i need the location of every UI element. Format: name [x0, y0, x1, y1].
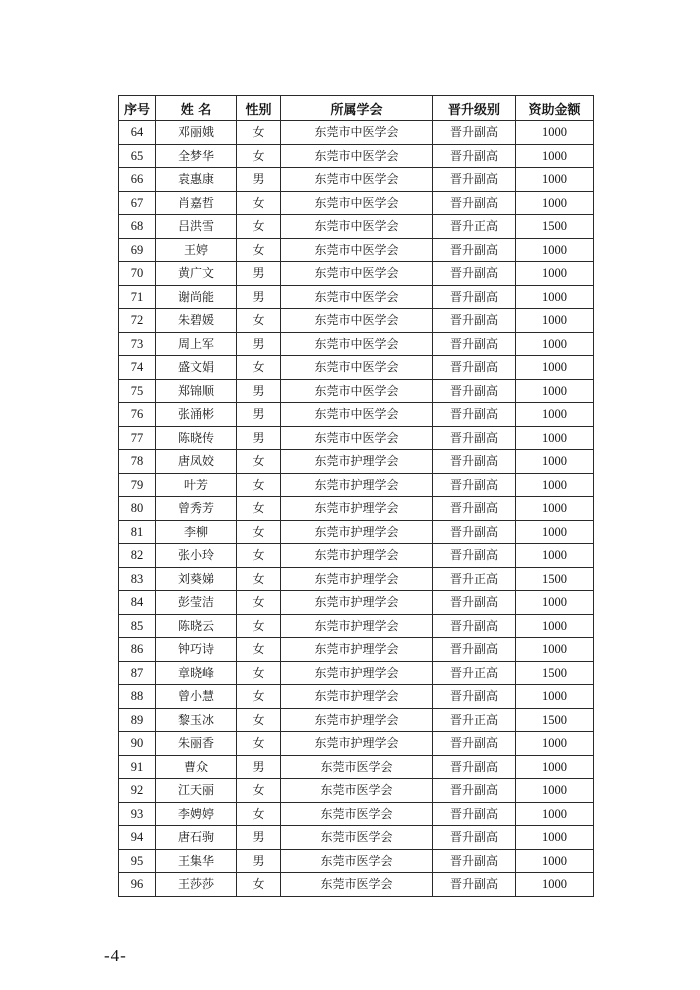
cell-amount: 1000	[516, 262, 594, 286]
cell-seq: 74	[119, 356, 156, 380]
cell-name: 陈晓传	[156, 426, 237, 450]
cell-level: 晋升副高	[433, 450, 516, 474]
cell-seq: 67	[119, 191, 156, 215]
cell-level: 晋升副高	[433, 520, 516, 544]
table-row	[119, 826, 594, 850]
cell-level: 晋升副高	[433, 497, 516, 521]
cell-name: 彭莹洁	[156, 591, 237, 615]
cell-society: 东莞市护理学会	[281, 614, 433, 638]
cell-society: 东莞市护理学会	[281, 544, 433, 568]
cell-seq: 82	[119, 544, 156, 568]
header-row	[119, 96, 594, 121]
cell-seq: 89	[119, 708, 156, 732]
cell-gender: 女	[237, 685, 281, 709]
cell-level: 晋升副高	[433, 544, 516, 568]
cell-name: 唐石驹	[156, 826, 237, 850]
table-row	[119, 755, 594, 779]
cell-amount: 1000	[516, 144, 594, 168]
cell-level: 晋升正高	[433, 708, 516, 732]
cell-level: 晋升副高	[433, 285, 516, 309]
cell-name: 钟巧诗	[156, 638, 237, 662]
cell-name: 谢尚能	[156, 285, 237, 309]
cell-gender: 男	[237, 379, 281, 403]
cell-gender: 女	[237, 121, 281, 145]
cell-gender: 女	[237, 450, 281, 474]
cell-society: 东莞市护理学会	[281, 497, 433, 521]
cell-gender: 男	[237, 168, 281, 192]
table-row	[119, 638, 594, 662]
cell-amount: 1000	[516, 826, 594, 850]
cell-seq: 76	[119, 403, 156, 427]
cell-name: 唐凤姣	[156, 450, 237, 474]
cell-amount: 1000	[516, 614, 594, 638]
table-row	[119, 215, 594, 239]
cell-seq: 85	[119, 614, 156, 638]
cell-society: 东莞市医学会	[281, 849, 433, 873]
header-seq: 序号	[119, 96, 156, 121]
table-row	[119, 873, 594, 897]
cell-level: 晋升正高	[433, 661, 516, 685]
cell-level: 晋升副高	[433, 309, 516, 333]
cell-amount: 1000	[516, 238, 594, 262]
cell-gender: 女	[237, 191, 281, 215]
table-row	[119, 544, 594, 568]
cell-gender: 女	[237, 544, 281, 568]
cell-seq: 84	[119, 591, 156, 615]
cell-society: 东莞市护理学会	[281, 567, 433, 591]
cell-seq: 65	[119, 144, 156, 168]
cell-seq: 96	[119, 873, 156, 897]
cell-seq: 86	[119, 638, 156, 662]
cell-gender: 女	[237, 567, 281, 591]
cell-seq: 72	[119, 309, 156, 333]
cell-level: 晋升正高	[433, 567, 516, 591]
cell-amount: 1000	[516, 121, 594, 145]
cell-society: 东莞市医学会	[281, 826, 433, 850]
cell-level: 晋升副高	[433, 638, 516, 662]
cell-amount: 1000	[516, 497, 594, 521]
table-row	[119, 849, 594, 873]
cell-seq: 70	[119, 262, 156, 286]
cell-seq: 92	[119, 779, 156, 803]
cell-seq: 66	[119, 168, 156, 192]
cell-level: 晋升副高	[433, 802, 516, 826]
cell-seq: 75	[119, 379, 156, 403]
cell-seq: 83	[119, 567, 156, 591]
cell-level: 晋升正高	[433, 215, 516, 239]
cell-gender: 女	[237, 497, 281, 521]
cell-gender: 男	[237, 826, 281, 850]
cell-amount: 1000	[516, 849, 594, 873]
cell-level: 晋升副高	[433, 168, 516, 192]
cell-society: 东莞市护理学会	[281, 638, 433, 662]
cell-society: 东莞市中医学会	[281, 356, 433, 380]
cell-level: 晋升副高	[433, 238, 516, 262]
cell-name: 朱碧媛	[156, 309, 237, 333]
cell-amount: 1000	[516, 332, 594, 356]
cell-name: 周上军	[156, 332, 237, 356]
cell-seq: 64	[119, 121, 156, 145]
cell-society: 东莞市护理学会	[281, 450, 433, 474]
cell-seq: 78	[119, 450, 156, 474]
cell-amount: 1000	[516, 356, 594, 380]
cell-seq: 73	[119, 332, 156, 356]
cell-level: 晋升副高	[433, 121, 516, 145]
cell-name: 张小玲	[156, 544, 237, 568]
cell-gender: 女	[237, 591, 281, 615]
cell-level: 晋升副高	[433, 426, 516, 450]
cell-amount: 1000	[516, 285, 594, 309]
cell-level: 晋升副高	[433, 144, 516, 168]
cell-amount: 1000	[516, 802, 594, 826]
table-row	[119, 779, 594, 803]
cell-society: 东莞市护理学会	[281, 685, 433, 709]
cell-seq: 88	[119, 685, 156, 709]
cell-society: 东莞市护理学会	[281, 473, 433, 497]
table-row	[119, 379, 594, 403]
table-row	[119, 685, 594, 709]
cell-seq: 68	[119, 215, 156, 239]
cell-level: 晋升副高	[433, 356, 516, 380]
table-row	[119, 732, 594, 756]
cell-gender: 男	[237, 755, 281, 779]
cell-society: 东莞市医学会	[281, 802, 433, 826]
cell-gender: 男	[237, 285, 281, 309]
cell-gender: 男	[237, 849, 281, 873]
cell-gender: 女	[237, 802, 281, 826]
cell-amount: 1000	[516, 544, 594, 568]
table-row	[119, 614, 594, 638]
table-row	[119, 567, 594, 591]
cell-society: 东莞市护理学会	[281, 732, 433, 756]
cell-society: 东莞市中医学会	[281, 191, 433, 215]
cell-amount: 1000	[516, 520, 594, 544]
cell-level: 晋升副高	[433, 403, 516, 427]
cell-name: 曾小慧	[156, 685, 237, 709]
cell-society: 东莞市中医学会	[281, 426, 433, 450]
table-row	[119, 356, 594, 380]
cell-gender: 女	[237, 520, 281, 544]
cell-amount: 1000	[516, 426, 594, 450]
cell-level: 晋升副高	[433, 191, 516, 215]
cell-name: 陈晓云	[156, 614, 237, 638]
cell-amount: 1000	[516, 450, 594, 474]
cell-amount: 1000	[516, 638, 594, 662]
cell-gender: 女	[237, 873, 281, 897]
cell-gender: 女	[237, 708, 281, 732]
table-row	[119, 285, 594, 309]
cell-seq: 95	[119, 849, 156, 873]
cell-name: 李娉婷	[156, 802, 237, 826]
cell-name: 叶芳	[156, 473, 237, 497]
cell-gender: 男	[237, 332, 281, 356]
cell-name: 李柳	[156, 520, 237, 544]
header-level: 晋升级别	[433, 96, 516, 121]
cell-society: 东莞市中医学会	[281, 215, 433, 239]
cell-amount: 1500	[516, 708, 594, 732]
cell-society: 东莞市中医学会	[281, 121, 433, 145]
cell-society: 东莞市中医学会	[281, 144, 433, 168]
cell-gender: 男	[237, 403, 281, 427]
cell-amount: 1000	[516, 591, 594, 615]
header-society: 所属学会	[281, 96, 433, 121]
cell-society: 东莞市中医学会	[281, 285, 433, 309]
cell-seq: 69	[119, 238, 156, 262]
cell-seq: 94	[119, 826, 156, 850]
cell-name: 朱丽香	[156, 732, 237, 756]
cell-society: 东莞市医学会	[281, 873, 433, 897]
cell-level: 晋升副高	[433, 873, 516, 897]
cell-level: 晋升副高	[433, 591, 516, 615]
cell-level: 晋升副高	[433, 614, 516, 638]
cell-level: 晋升副高	[433, 849, 516, 873]
cell-name: 吕洪雪	[156, 215, 237, 239]
cell-gender: 女	[237, 779, 281, 803]
cell-society: 东莞市中医学会	[281, 168, 433, 192]
cell-name: 肖嘉哲	[156, 191, 237, 215]
cell-name: 黎玉冰	[156, 708, 237, 732]
cell-gender: 女	[237, 732, 281, 756]
table-row	[119, 262, 594, 286]
cell-level: 晋升副高	[433, 379, 516, 403]
cell-name: 袁惠康	[156, 168, 237, 192]
cell-amount: 1000	[516, 168, 594, 192]
cell-name: 刘葵娣	[156, 567, 237, 591]
table-row	[119, 661, 594, 685]
cell-gender: 女	[237, 309, 281, 333]
cell-amount: 1000	[516, 309, 594, 333]
cell-seq: 93	[119, 802, 156, 826]
cell-name: 张涌彬	[156, 403, 237, 427]
cell-seq: 77	[119, 426, 156, 450]
cell-name: 章晓峰	[156, 661, 237, 685]
cell-amount: 1000	[516, 473, 594, 497]
cell-amount: 1000	[516, 732, 594, 756]
cell-seq: 81	[119, 520, 156, 544]
cell-level: 晋升副高	[433, 685, 516, 709]
cell-gender: 女	[237, 614, 281, 638]
cell-name: 王莎莎	[156, 873, 237, 897]
table-row	[119, 520, 594, 544]
cell-name: 曾秀芳	[156, 497, 237, 521]
cell-seq: 79	[119, 473, 156, 497]
cell-level: 晋升副高	[433, 826, 516, 850]
cell-gender: 女	[237, 356, 281, 380]
cell-gender: 女	[237, 238, 281, 262]
cell-level: 晋升副高	[433, 732, 516, 756]
cell-amount: 1000	[516, 755, 594, 779]
table-row	[119, 450, 594, 474]
cell-gender: 女	[237, 215, 281, 239]
header-gender: 性别	[237, 96, 281, 121]
cell-seq: 90	[119, 732, 156, 756]
table-row	[119, 238, 594, 262]
cell-amount: 1000	[516, 779, 594, 803]
table-row	[119, 426, 594, 450]
cell-amount: 1000	[516, 403, 594, 427]
cell-level: 晋升副高	[433, 473, 516, 497]
cell-gender: 男	[237, 262, 281, 286]
cell-society: 东莞市医学会	[281, 779, 433, 803]
cell-amount: 1500	[516, 215, 594, 239]
header-amount: 资助金额	[516, 96, 594, 121]
cell-society: 东莞市中医学会	[281, 403, 433, 427]
cell-name: 曹众	[156, 755, 237, 779]
cell-society: 东莞市医学会	[281, 755, 433, 779]
table-row	[119, 309, 594, 333]
cell-seq: 87	[119, 661, 156, 685]
cell-amount: 1000	[516, 379, 594, 403]
cell-gender: 女	[237, 144, 281, 168]
cell-name: 全梦华	[156, 144, 237, 168]
cell-amount: 1000	[516, 873, 594, 897]
cell-society: 东莞市中医学会	[281, 332, 433, 356]
cell-seq: 71	[119, 285, 156, 309]
cell-gender: 女	[237, 473, 281, 497]
cell-society: 东莞市中医学会	[281, 379, 433, 403]
cell-gender: 女	[237, 638, 281, 662]
page-number: -4-	[104, 946, 127, 965]
cell-name: 江天丽	[156, 779, 237, 803]
table-row	[119, 144, 594, 168]
table-row	[119, 802, 594, 826]
cell-name: 黄广文	[156, 262, 237, 286]
cell-level: 晋升副高	[433, 332, 516, 356]
cell-amount: 1000	[516, 191, 594, 215]
cell-level: 晋升副高	[433, 779, 516, 803]
cell-society: 东莞市护理学会	[281, 708, 433, 732]
cell-name: 郑锦顺	[156, 379, 237, 403]
table-row	[119, 473, 594, 497]
cell-seq: 91	[119, 755, 156, 779]
cell-seq: 80	[119, 497, 156, 521]
table-header	[119, 96, 594, 121]
cell-society: 东莞市中医学会	[281, 238, 433, 262]
cell-gender: 女	[237, 661, 281, 685]
cell-gender: 男	[237, 426, 281, 450]
table-row	[119, 168, 594, 192]
cell-amount: 1000	[516, 685, 594, 709]
cell-society: 东莞市中医学会	[281, 309, 433, 333]
cell-amount: 1500	[516, 661, 594, 685]
cell-name: 邓丽娥	[156, 121, 237, 145]
table-row	[119, 708, 594, 732]
table-body	[119, 121, 594, 897]
table-row	[119, 332, 594, 356]
grant-table	[118, 95, 594, 897]
cell-level: 晋升副高	[433, 755, 516, 779]
table-row	[119, 591, 594, 615]
cell-society: 东莞市中医学会	[281, 262, 433, 286]
cell-amount: 1500	[516, 567, 594, 591]
cell-society: 东莞市护理学会	[281, 591, 433, 615]
cell-name: 王婷	[156, 238, 237, 262]
cell-name: 王集华	[156, 849, 237, 873]
cell-name: 盛文娟	[156, 356, 237, 380]
cell-society: 东莞市护理学会	[281, 520, 433, 544]
cell-level: 晋升副高	[433, 262, 516, 286]
header-name: 姓 名	[156, 96, 237, 121]
table-row	[119, 191, 594, 215]
table-row	[119, 497, 594, 521]
table-row	[119, 121, 594, 145]
table-row	[119, 403, 594, 427]
cell-society: 东莞市护理学会	[281, 661, 433, 685]
